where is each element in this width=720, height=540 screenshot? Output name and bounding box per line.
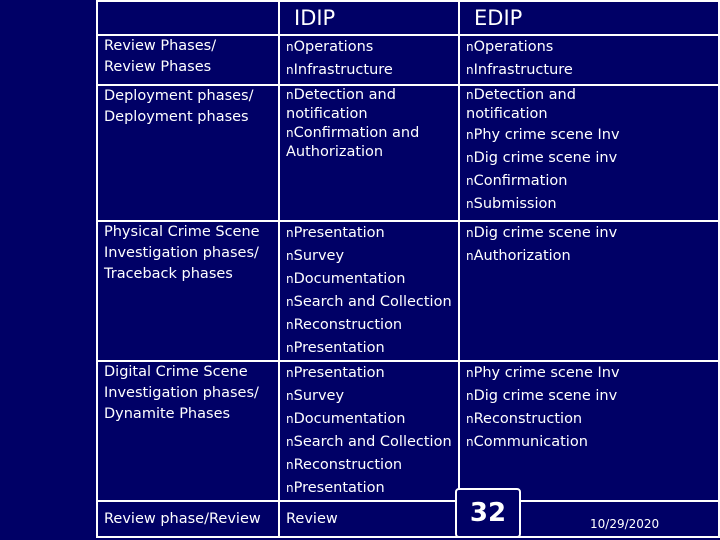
table-row <box>97 221 719 361</box>
list-item: n Operations <box>286 36 452 59</box>
table-row <box>97 35 719 85</box>
table-row <box>97 85 719 221</box>
idip-text: Review <box>286 510 338 527</box>
list-item: n Presentation <box>286 222 452 245</box>
list-item: n Phy crime scene Inv <box>466 124 712 147</box>
list-item: n Dig crime scene inv <box>466 385 712 408</box>
table-row <box>97 361 719 501</box>
phase-name: Review Phases <box>104 38 212 54</box>
list-item: n Infrastructure <box>466 59 712 82</box>
phase-cell <box>97 85 279 221</box>
phase-alt-name: Deployment phases <box>104 109 249 125</box>
slide-date: 10/29/2020 <box>590 517 660 531</box>
list-item: n Search and Collection <box>286 291 452 314</box>
phase-cell <box>97 35 279 85</box>
list-item: n Submission <box>466 193 712 216</box>
phase-separator: / <box>254 245 259 261</box>
header-idip: IDIP <box>279 1 459 35</box>
header-phase <box>97 1 279 35</box>
list-item: n Authorization <box>466 245 712 268</box>
header-edip: EDIP <box>459 1 719 35</box>
header-row <box>97 1 719 35</box>
list-item: n Survey <box>286 245 452 268</box>
phase-cell <box>97 361 279 501</box>
list-item: n Confirmation and Authorization <box>286 124 452 162</box>
list-item: n Presentation <box>286 337 452 360</box>
list-item: n Documentation <box>286 268 452 291</box>
list-item: n Presentation <box>286 477 452 500</box>
phase-separator: / <box>204 510 209 527</box>
idip-cell <box>279 501 459 537</box>
phase-alt-name: Review Phases <box>104 59 212 75</box>
idip-cell <box>279 361 459 501</box>
phase-name: Deployment phases <box>104 88 249 104</box>
edip-cell <box>459 221 719 361</box>
list-item: n Dig crime scene inv <box>466 147 712 170</box>
phase-separator: / <box>248 88 254 104</box>
idip-cell <box>279 221 459 361</box>
phase-alt-name: Traceback phases <box>104 266 233 282</box>
list-item: n Communication <box>466 431 712 454</box>
phase-separator: / <box>211 38 217 54</box>
list-item: n Phy crime scene Inv <box>466 362 712 385</box>
phase-cell <box>97 221 279 361</box>
idip-cell <box>279 35 459 85</box>
edip-cell <box>459 35 719 85</box>
list-item: n Reconstruction <box>286 314 452 337</box>
list-item: n Detection and notification <box>466 86 586 124</box>
list-item: n Documentation <box>286 408 452 431</box>
list-item: n Search and Collection <box>286 431 452 454</box>
idip-cell <box>279 85 459 221</box>
edip-cell <box>459 85 719 221</box>
phase-alt-name: Review <box>209 510 261 527</box>
list-item: n Operations <box>466 36 712 59</box>
list-item: n Reconstruction <box>466 408 712 431</box>
list-item: n Detection and notification <box>286 86 452 124</box>
phase-name: Digital Crime Scene Investigation phases <box>104 364 255 401</box>
phase-name: Physical Crime Scene Investigation phases <box>104 224 260 261</box>
list-item: n Dig crime scene inv <box>466 222 712 245</box>
slide-number-badge: 32 <box>455 488 521 538</box>
list-item: n Survey <box>286 385 452 408</box>
phase-name: Review phase <box>104 510 205 527</box>
list-item: n Infrastructure <box>286 59 452 82</box>
edip-cell <box>459 361 719 501</box>
phase-separator: / <box>254 385 259 401</box>
list-item: n Reconstruction <box>286 454 452 477</box>
list-item: n Presentation <box>286 362 452 385</box>
phase-cell <box>97 501 279 537</box>
list-item: n Confirmation <box>466 170 712 193</box>
left-margin <box>0 0 96 540</box>
comparison-table <box>96 0 720 538</box>
phase-alt-name: Dynamite Phases <box>104 406 231 422</box>
